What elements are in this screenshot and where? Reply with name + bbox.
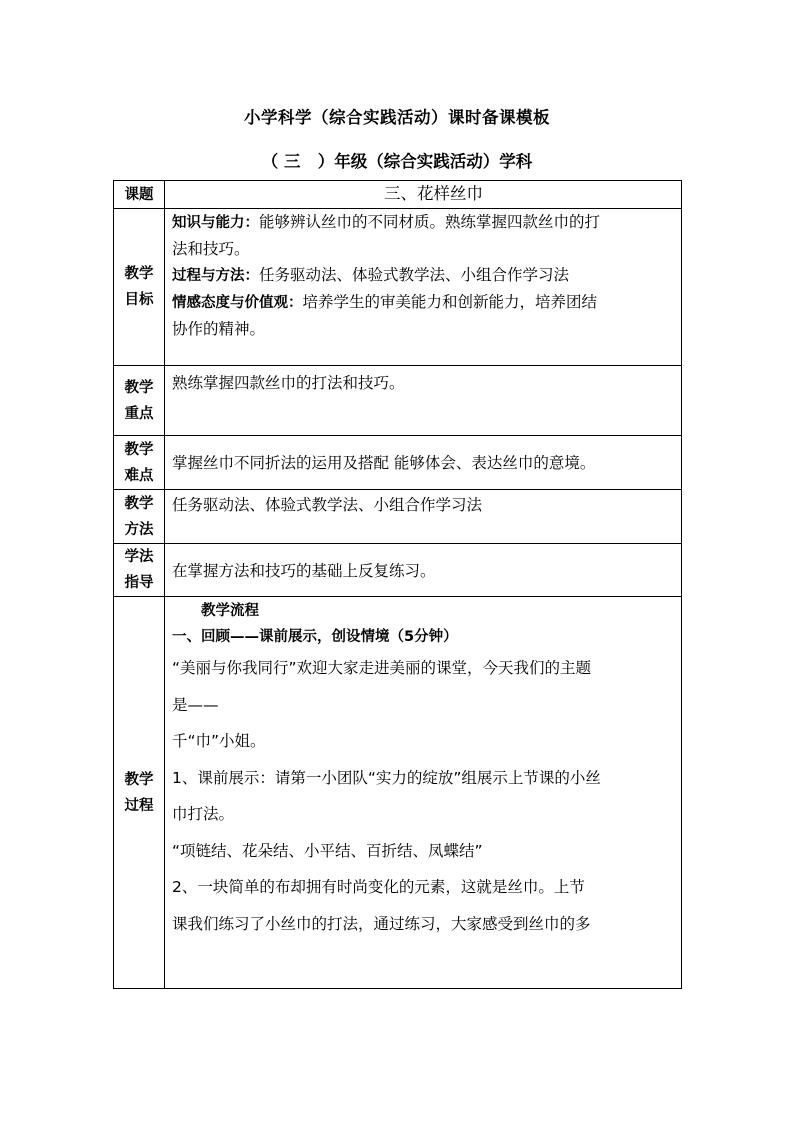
process-line-1: “美丽与你我同行”欢迎大家走进美丽的课堂，今天我们的主题 xyxy=(172,659,592,677)
label-guidance: 学法 指导 xyxy=(114,544,165,597)
goal-knowledge-line-1: 知识与能力：能够辨认丝巾的不同材质。熟练掌握四款丝巾的打 xyxy=(172,213,601,231)
process-heading: 教学流程 xyxy=(201,603,259,619)
guidance-value: 在掌握方法和技巧的基础上反复练习。 xyxy=(172,562,436,580)
grade-value: 三 xyxy=(284,152,301,171)
row-process xyxy=(114,597,682,989)
document-subtitle xyxy=(0,148,794,172)
cell-topic xyxy=(165,181,682,209)
process-line-7: 2、一块简单的布却拥有时尚变化的元素，这就是丝巾。上节 xyxy=(172,878,585,896)
process-line-3: 千“巾”小姐。 xyxy=(172,732,266,750)
document-title: 小学科学（综合实践活动）课时备课模板 xyxy=(244,108,550,127)
key-points-value: 熟练掌握四款丝巾的打法和技巧。 xyxy=(172,374,405,392)
row-methods xyxy=(114,490,682,544)
cell-process xyxy=(165,597,682,989)
label-goals: 教学 目标 xyxy=(114,209,165,366)
process-line-6: “项链结、花朵结、小平结、百折结、凤蝶结” xyxy=(172,841,483,860)
label-methods: 教学 方法 xyxy=(114,490,165,544)
label-process: 教学 过程 xyxy=(114,597,165,989)
cell-difficulties xyxy=(165,436,682,490)
row-guidance xyxy=(114,544,682,597)
process-line-5: 巾打法。 xyxy=(172,805,235,823)
lesson-plan-table xyxy=(113,180,682,989)
process-line-8: 课我们练习了小丝巾的打法，通过练习，大家感受到丝巾的多 xyxy=(172,914,591,933)
process-line-4: 1、课前展示：请第一小团队“实力的绽放”组展示上节课的小丝 xyxy=(172,768,601,787)
row-key-points xyxy=(114,366,682,436)
row-difficulties xyxy=(114,436,682,490)
process-section-1: 一、回顾——课前展示，创设情境（5分钟） xyxy=(172,629,458,645)
methods-value: 任务驱动法、体验式教学法、小组合作学习法 xyxy=(172,496,483,514)
goal-process: 过程与方法：任务驱动法、体验式教学法、小组合作学习法 xyxy=(172,266,570,284)
label-difficulties: 教学 难点 xyxy=(114,436,165,490)
grade-rest: ）年级（综合实践活动）学科 xyxy=(317,152,533,171)
cell-methods xyxy=(165,490,682,544)
difficulties-value: 掌握丝巾不同折法的运用及搭配 能够体会、表达丝巾的意境。 xyxy=(172,454,596,472)
process-line-2: 是—— xyxy=(172,695,219,714)
grade-open: （ xyxy=(261,152,279,171)
goal-emotion-line-1: 情感态度与价值观：培养学生的审美能力和创新能力，培养团结 xyxy=(172,293,598,311)
goal-emotion-line-2: 协作的精神。 xyxy=(172,320,266,338)
row-topic xyxy=(114,181,682,209)
goal-knowledge-line-2: 法和技巧。 xyxy=(172,240,250,258)
cell-guidance xyxy=(165,544,682,597)
cell-goals xyxy=(165,209,682,366)
label-topic: 课题 xyxy=(114,181,165,209)
topic-value: 三、花样丝巾 xyxy=(384,184,483,203)
cell-key-points xyxy=(165,366,682,436)
label-key-points: 教学 重点 xyxy=(114,366,165,436)
row-goals xyxy=(114,209,682,366)
